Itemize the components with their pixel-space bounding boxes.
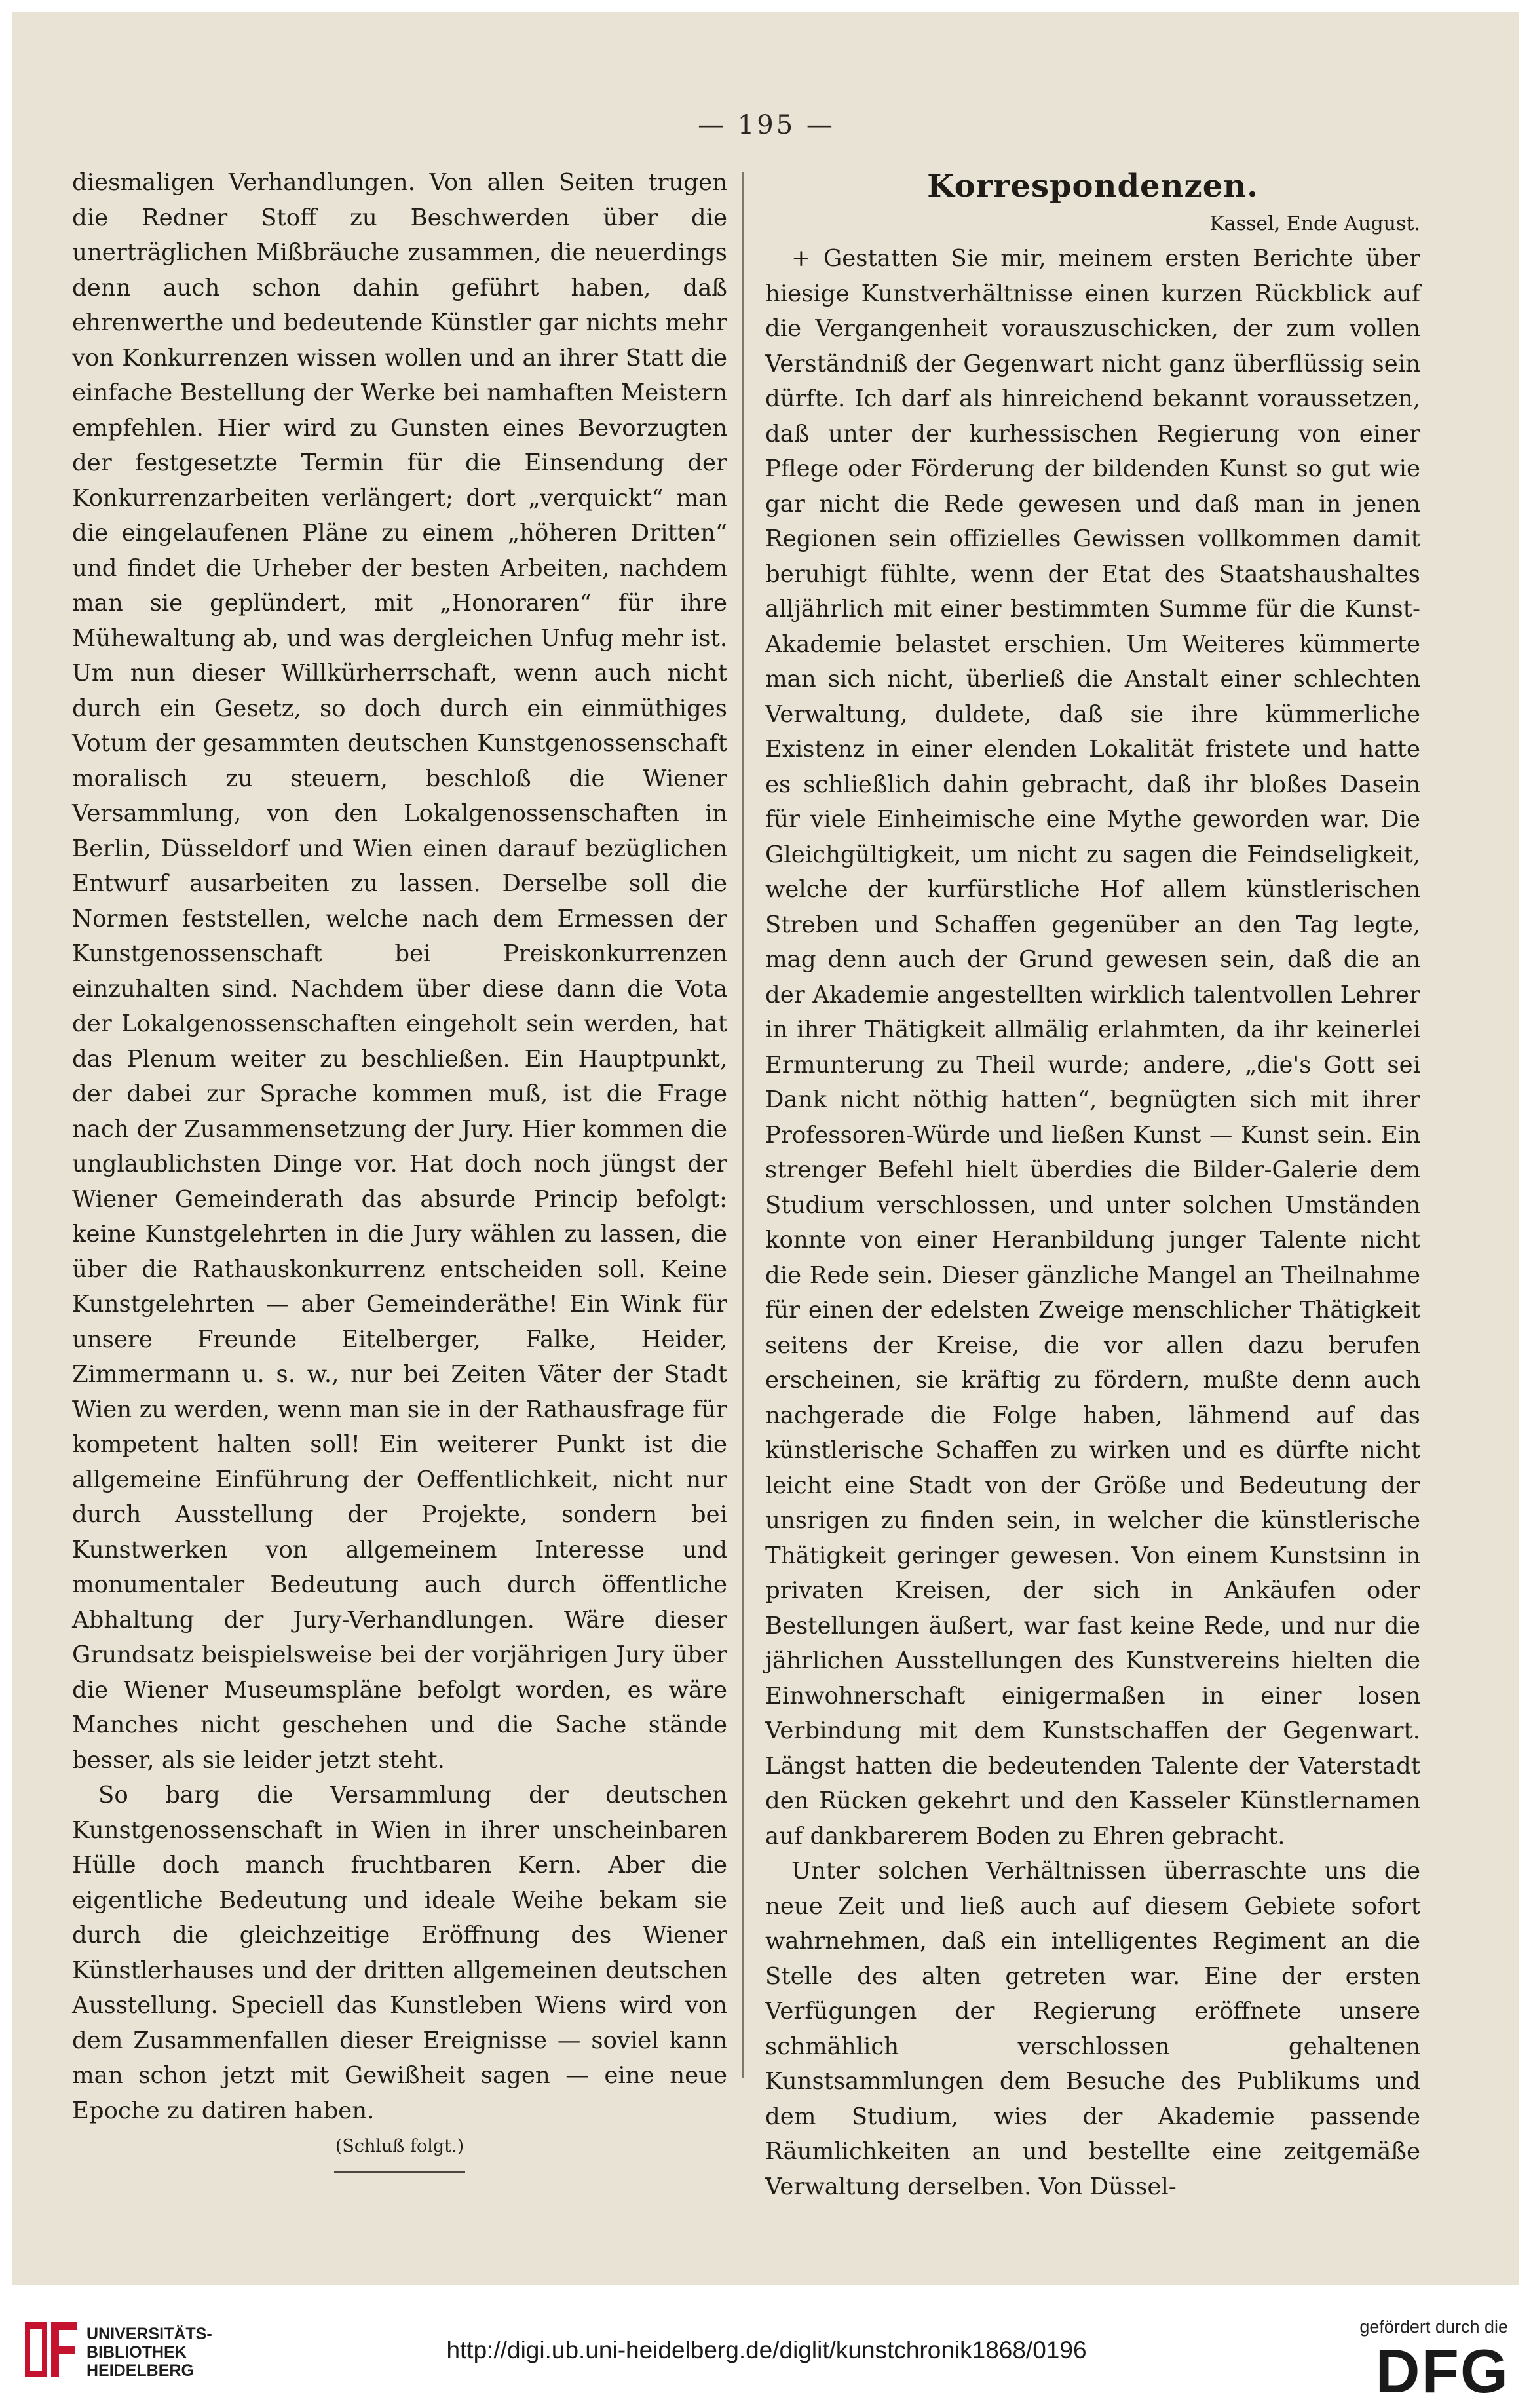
dateline: Kassel, Ende August. <box>1209 212 1420 235</box>
digitization-footer <box>0 2300 1533 2408</box>
right-column <box>765 165 1420 2204</box>
right-paragraph-2: Unter solchen Verhältnissen überraschte uns die neue Zeit und ließ auch auf diesem Gebiete sofort wahrnehmen, daß ein intelligentes Regiment an die Stelle des alten getreten war. Eine der ersten Verfügungen der Regierung eröffnete unsere schmählich verschlossen gehaltenen Kunstsammlungen dem Besuche des Publikums und dem Studium, wies der Akademie passende Räumlichkeiten an und bestellte eine zeitgemäße Verwaltung derselben. Von Düssel- <box>765 1858 1420 2200</box>
library-name-line: UNIVERSITÄTS- <box>86 2325 212 2343</box>
source-url-link[interactable]: http://digi.ub.uni-heidelberg.de/diglit/kunstchronik1868/0196 <box>446 2337 1087 2363</box>
article-end-rule <box>334 2171 465 2173</box>
left-paragraph-1: diesmaligen Verhandlungen. Von allen Seiten trugen die Redner Stoff zu Beschwerden über die unerträglichen Mißbräuche zusammen, die neuerdings denn auch schon dahin geführt haben, daß ehrenwerthe und bedeutende Künstler gar nichts mehr von Konkurrenzen wissen wollen und an ihrer Statt die einfache Bestellung der Werke bei namhaften Meistern empfehlen. Hier wird zu Gunsten eines Bevorzugten der festgesetzte Termin für die Einsendung der Konkurrenzarbeiten verlängert; dort „verquickt“ man die eingelaufenen Pläne zu einem „höheren Dritten“ und findet die Urheber der besten Arbeiten, nachdem man sie geplündert, mit „Honoraren“ für ihre Mühewaltung ab, und was dergleichen Unfug mehr ist. Um nun dieser Willkürherrschaft, wenn auch nicht durch ein Gesetz, so doch durch ein einmüthiges Votum der gesammten deutschen Kunstgenossenschaft moralisch zu steuern, beschloß die Wiener Versammlung, von den Lokalgenossenschaften in Berlin, Düsseldorf und Wien einen darauf bezüglichen Entwurf ausarbeiten zu lassen. Derselbe soll die Normen feststellen, welche nach dem Ermessen der Kunstgenossenschaft bei Preiskonkurrenzen einzuhalten sind. Nachdem über diese dann die Vota der Lokalgenossenschaften eingeholt sein werden, hat das Plenum weiter zu beschließen. Ein Hauptpunkt, der dabei zur Sprache kommen muß, ist die Frage nach der Zusammensetzung der Jury. Hier kommen die unglaublichsten Dinge vor. Hat doch noch jüngst der Wiener Gemeinderath das absurde Princip befolgt: keine Kunstgelehrten in die Jury wählen zu lassen, die über die Rathauskonkurrenz entscheiden soll. Keine Kunstgelehrten — aber Gemeinderäthe! Ein Wink für unsere Freunde Eitelberger, Falke, Heider, Zimmermann u. s. w., nur bei Zeiten Väter der Stadt Wien zu werden, wenn man sie in der Rathausfrage für kompetent halten soll! Ein weiterer Punkt ist die allgemeine Einführung der Oeffentlichkeit, nicht nur durch Ausstellung der Projekte, sondern bei Kunstwerken von allgemeinem Interesse und monumentaler Bedeutung auch durch öffentliche Abhaltung der Jury-Verhandlungen. Wäre dieser Grundsatz beispielsweise bei der vorjährigen Jury über die Wiener Museumspläne befolgt worden, es wäre Manches nicht geschehen und die Sache stände besser, als sie leider jetzt steht. <box>72 169 727 1774</box>
library-name-line: HEIDELBERG <box>86 2361 194 2380</box>
library-name-line: BIBLIOTHEK <box>86 2343 187 2361</box>
left-paragraph-2: So barg die Versammlung der deutschen Kunstgenossenschaft in Wien in ihrer unscheinbaren Hülle doch manch fruchtbaren Kern. Aber die eigentliche Bedeutung und ideale Weihe bekam sie durch die gleichzeitige Eröffnung des Wiener Künstlerhauses und der dritten allgemeinen deutschen Ausstellung. Speciell das Kunstleben Wiens wird von dem Zusammenfallen dieser Ereignisse — soviel kann man schon jetzt mit Gewißheit sagen — eine neue Epoche zu datiren haben. <box>72 1782 727 2124</box>
column-divider <box>742 172 744 2078</box>
right-paragraph-1: + Gestatten Sie mir, meinem ersten Berichte über hiesige Kunstverhältnisse einen kurzen Rückblick auf die Vergangenheit vorauszuschicken, der zum vollen Verständniß der Gegenwart nicht ganz überflüssig sein dürfte. Ich darf als hinreichend bekannt voraussetzen, daß unter der kurhessischen Regierung von einer Pflege oder Förderung der bildenden Kunst so gut wie gar nicht die Rede gewesen und daß man in jenen Regionen sein offizielles Gewissen vollkommen damit beruhigt fühlte, wenn der Etat des Staatshaushaltes alljährlich mit einer bestimmten Summe für die Kunst-Akademie belastet erschien. Um Weiteres kümmerte man sich nicht, überließ die Anstalt einer schlechten Verwaltung, duldete, daß sie ihre kümmerliche Existenz in einer elenden Lokalität fristete und hatte es schließlich dahin gebracht, daß ihr bloßes Dasein für viele Einheimische eine Mythe geworden war. Die Gleichgültigkeit, um nicht zu sagen die Feindseligkeit, welche der kurfürstliche Hof allem künstlerischen Streben und Schaffen gegenüber an den Tag legte, mag denn auch der Grund gewesen sein, daß die an der Akademie angestellten wirklich talentvollen Lehrer in ihrer Thätigkeit allmälig erlahmten, da ihr keinerlei Ermunterung zu Theil wurde; andere, „die's Gott sei Dank nicht nöthig hatten“, begnügten sich mit ihrer Professoren-Würde und ließen Kunst — Kunst sein. Ein strenger Befehl hielt überdies die Bilder-Galerie dem Studium verschlossen, und unter solchen Umständen konnte von einer Heranbildung junger Talente nicht die Rede sein. Dieser gänzliche Mangel an Theilnahme für einen der edelsten Zweige menschlicher Thätigkeit seitens der Kreise, die vor allen dazu berufen erscheinen, sie kräftig zu fördern, mußte denn auch nachgerade die Folge haben, lähmend auf das künstlerische Schaffen zu wirken und es dürfte nicht leicht eine Stadt von der Größe und Bedeutung der unsrigen zu finden sein, in welcher die künstlerische Thätigkeit geringer gewesen. Von einem Kunstsinn in privaten Kreisen, der sich in Ankäufen oder Bestellungen äußert, war fast keine Rede, und nur die jährlichen Ausstellungen des Kunstvereins hielten die Einwohnerschaft einigermaßen in einer losen Verbindung mit dem Kunstschaffen der Gegenwart. Längst hatten die bedeutenden Talente der Vaterstadt den Rücken gekehrt und den Kasseler Künstlernamen auf dankbarerem Boden zu Ehren gebracht. <box>765 245 1420 1850</box>
section-heading: Korrespondenzen. <box>927 168 1259 204</box>
continuation-note: (Schluß folgt.) <box>335 2136 464 2156</box>
page-number: — 195 — <box>698 110 835 140</box>
left-column <box>72 165 727 2173</box>
funded-by-label: gefördert durch die <box>1359 2317 1508 2337</box>
dfg-logo: DFG <box>1375 2337 1509 2405</box>
